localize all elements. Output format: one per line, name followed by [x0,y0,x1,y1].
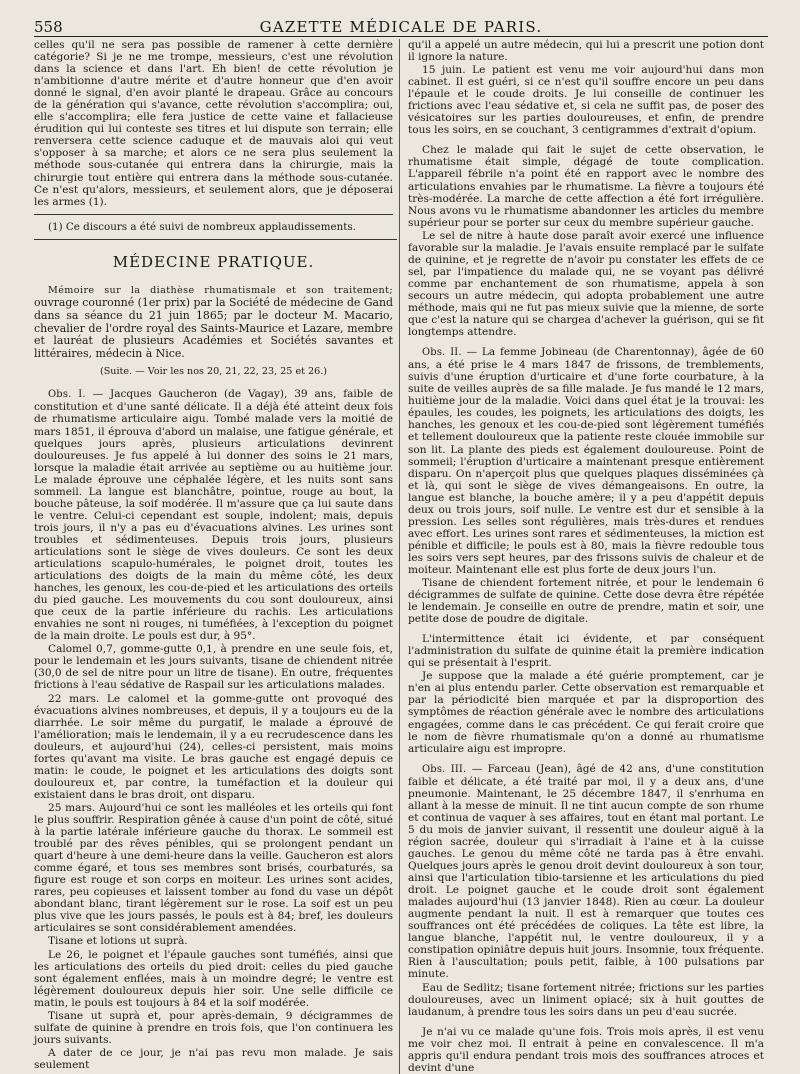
right-column [399,39,764,1074]
intro-paragraph: celles qu'il ne sera pas possible de ramener à cette dernière catégorie? Si je ne me trompe, messieurs, c'est une révolution dans la science et dans l'art. Eh bien! de cette révolution je n'ambitionne d'autre mérite et d'autre honneur que d'en avoir donné le signal, d'en avoir planté le drapeau. Grâce au concours de la génération qui s'avance, cette révolution s'accomplira; oui, elle s'accomplira; elle fera justice de cette vaine et fallacieuse érudition qui lui conteste ses titres et lui dispute son terrain; elle renversera cette science caduque et de mauvais aloi qui veut s'opposer à sa marche; et alors ce ne sera plus seulement la méthode sous-cutanée qui entrera dans la chirurgie, mais la chirurgie tout entière qui entrera dans la méthode sous-cutanée. Ce n'est qu'alors, messieurs, et seulement alors, que je déposerai les armes (1). [34,39,393,208]
paragraph-chez-le-malade: Chez le malade qui fait le sujet de cette observation, le rhumatisme était simple, dégagé de toute complication. L'appareil fébrile n'a point été en rapport avec le nombre des articulations envahies par le rhumatisme. La fièvre a toujours été très-modérée. La marche de cette affection a été fort irrégulière. Nous avons vu le rhumatisme abandonner les articles du membre supérieur pour se porter sur ceux du membre supérieur gauche. [408,144,764,229]
paragraph-sel-de-nitre: Le sel de nitre à haute dose paraît avoir exercé une influence favorable sur la maladie. Je l'avais ensuite remplacé par le sulfate de quinine, et je regrette de n'avoir pu constater les effets de ce sel, par l'impatience du malade qui, ne se voyant pas délivré comme par enchantement de son rhumatisme, appela à son secours un autre médecin, qui adopta probablement une autre méthode, mais qui ne fut pas mieux suivie que la mienne, de sorte que c'est la nature qui se chargea d'achever la guérison, qui se fit longtemps attendre. [408,229,764,339]
memoire-heading [34,284,393,361]
journal-title: GAZETTE MÉDICALE DE PARIS. [259,18,543,36]
paragraph-tisane-3: Tisane de chiendent fortement nitrée, et pour le lendemain 6 décigrammes de sulfate de quinine. Cette dose devra être répétée le lendemain. Je conseille en outre de prendre, matin et soir, une petite dose de poudre de digitale. [408,577,764,626]
observation-3-text: — Farceau (Jean), âgé de 42 ans, d'une constitution faible et délicate, a été traité par moi, il y a deux ans, d'une pneumonie. Maintenant, le 25 décembre 1847, il s'enrhuma en allant à la messe de minuit. Il ne tint aucun compte de son rhume et continua de vaquer à ses affaires, tout en étant mal portant. Le 5 du mois de janvier suivant, il ressentit une douleur aiguë à la région sacrée, douleur qui s'irradiait à l'aine et à la cuisse gauches. Le genou du même côté ne tarda pas à être envahi. Quelques jours après le genou droit devint douloureux à son tour, ainsi que l'articulation tibio-tarsienne et les articulations du pied droit. Le poignet gauche et le coude droit sont également malades aujourd'hui (13 janvier 1848). Rien au cœur. La douleur augmente pendant la nuit. Il est à remarquer que toutes ces souffrances ont été précédées de coliques. La tête est libre, la langue blanche, l'appétit nul, le ventre douloureux, il y a constipation opiniâtre depuis huit jours. Insomnie, toux fréquente. Rien à l'auscultation; pouls petit, faible, à 100 pulsations par minute. [408,762,764,981]
observation-2 [408,346,764,576]
observation-1-label: Obs. I. [48,389,86,401]
paragraph-calomel: Calomel 0,7, gomme-gutte 0,1, à prendre en une seule fois, et, pour le lendemain et les jours suivants, tisane de chiendent nitrée (30,0 de sel de nitre pour un litre de tisane). En outre, fréquentes frictions à l'eau sédative de Raspail sur les articulations malades. [34,643,393,692]
spacer [408,1018,764,1026]
spacer [408,338,764,346]
page-number: 558 [34,18,63,36]
observation-2-text: — La femme Jobineau (de Charentonnay), âgée de 60 ans, a été prise le 4 mars 1847 de frissons, de tremblements, suivis d'une éruption d'urticaire et d'une forte courbature, à la suite de veilles auprès de sa fille malade. Je fus mandé le 12 mars, huitième jour de la maladie. Voici dans quel état je la trouvai: les épaules, les coudes, les poignets, les articulations des doigts, les hanches, les genoux et les cou-de-pied sont légèrement tuméfiés et tellement douloureux que la patiente reste clouée immobile sur son lit. La plante des pieds est également douloureuse. Point de sommeil; l'éruption d'urticaire a maintenant presque entièrement disparu. On n'aperçoit plus que quelques plaques disséminées çà et là, qui sont le siège de vives démangeaisons. En outre, la langue est blanche, la bouche amère; il y a peu d'appétit depuis deux ou trois jours, soif nulle. Le ventre est dur et sensible à la pression. Les selles sont régulières, mais très-dures et rendues avec effort. Les urines sont rares et sédimenteuses, la miction est pénible et difficile; le pouls est à 80, mais la fièvre redouble tous les soirs vers sept heures, par des frissons suivis de chaleur et de moiteur. Maintenant elle est plus forte de deux jours l'un. [408,346,765,576]
paragraph-continuation: qu'il a appelé un autre médecin, qui lui a prescrit une potion dont il ignore la nature. [408,39,764,64]
page-header [34,12,768,37]
paragraph-intermittence: L'intermittence était ici évidente, et par conséquent l'administration du sulfate de quinine était la première indication qui se présentait à l'esprit. [408,633,764,670]
left-column [34,39,399,1074]
suite-note: (Suite. — Voir les nos 20, 21, 22, 23, 25 et 26.) [99,366,328,378]
section-title: MÉDECINE PRATIQUE. [112,252,315,271]
observation-1-text: — Jacques Gaucheron (de Vagay), 39 ans, faible de constitution et d'une santé délicate. Il a déjà été atteint deux fois de rhumatisme articulaire aigu. Tombé malade vers la moitié de mars 1851, il éprouva d'abord un malaise, une fatigue générale, et quelques jours après, plusieurs articulations devinrent douloureuses. Je fus appelé à lui donner des soins le 21 mars, lorsque la maladie était arrivée au septième ou au huitième jour. Le malade éprouve une céphalée légère, et les nuits sont sans sommeil. La langue est blanchâtre, pointue, rouge au bout, la bouche pâteuse, la soif modérée. Il m'assure que ça lui saute dans le ventre. Celui-ci cependant est souple, indolent; mais, depuis trois jours, il n'y a pas eu d'évacuations alvines. Les urines sont troubles et sédimenteuses. Depuis trois jours, plusieurs articulations sont le siège de vives douleurs. Ce sont les deux articulations scapulo-humérales, le poignet droit, toutes les articulations des doigts de la main du même côté, les deux hanches, les genoux, les cou-de-pied et les articulations des orteils du pied gauche. Les mouvements du cou sont douloureux, ainsi que ceux de la partie inférieure du rachis. Les articulations envahies ne sont ni rouges, ni tuméfiées, à l'exception du poignet de la main droite. Le pouls est dur, à 95°. [34,388,394,643]
memoire-rest: ouvrage couronné (1er prix) par la Société de médecine de Gand dans sa séance du 21 juin 1865; par le docteur M. Macario, chevalier de l'ordre royal des Saints-Maurice et Lazare, membre et lauréat de plusieurs Académies et Sociétés savantes et littéraires, médecin à Nice. [34,296,393,360]
footnote-divider [34,214,393,215]
spacer [408,755,764,763]
paragraph-22-mars: 22 mars. Le calomel et la gomme-gutte ont provoqué des évacuations alvines nombreuses, et depuis, il y a toujours eu de la diarrhée. Le soir même du purgatif, le malade a éprouvé de l'amélioration; mais le lendemain, il y a eu recrudescence dans les douleurs, et aujourd'hui (24), celles-ci persistent, mais moins fortes qu'avant ma visite. Le bras gauche est engagé depuis ce matin: le coude, le poignet et les articulations des doigts sont douloureux et, par contre, la tuméfaction et la douleur qui existaient dans le bras droit, ont disparu. [34,692,393,801]
paragraph-tisane-1: Tisane et lotions ut suprà. [48,935,188,948]
paragraph-15-juin: 15 juin. Le patient est venu me voir aujourd'hui dans mon cabinet. Il est guéri, si ce n'est qu'il souffre encore un peu dans l'épaule et le coude droits. Je lui conseille de continuer les frictions avec l'eau sédative et, si cela ne suffit pas, de poser des vésicatoires sur les parties douloureuses, et enfin, de prendre tous les soirs, en se couchant, 3 centigrammes d'extrait d'opium. [408,64,764,137]
section-divider [34,239,397,240]
footnote: (1) Ce discours a été suivi de nombreux applaudissements. [48,220,356,233]
two-column-body [34,39,768,1074]
paragraph-tisane-2: Tisane ut suprà et, pour après-demain, 9 décigrammes de sulfate de quinine à prendre en trois fois, que l'on continuera les jours suivants. [34,1009,393,1046]
paragraph-je-suppose: Je suppose que la malade a été guérie promptement, car je n'en ai plus entendu parler. Cette observation est remarquable et par la périodicité bien marquée et par la disproportion des symptômes de réaction générale avec le nombre des articulations engagées, comme dans le cas précédent. Ce qui ferait croire que le nom de fièvre rhumatismale qu'on a donné au rhumatisme articulaire aigu est impropre. [408,670,764,755]
paragraph-le-26: Le 26, le poignet et l'épaule gauches sont tuméfiés, ainsi que les articulations des orteils du pied droit: celles du pied gauche sont également enflées, mais à un moindre degré; le ventre est légèrement douloureux depuis hier soir. Une selle difficile ce matin, le pouls est toujours à 84 et la soif modérée. [34,948,393,1009]
memoire-caps: Mémoire sur la diathèse rhumatismale et son traitement; [48,284,393,296]
paragraph-25-mars: 25 mars. Aujourd'hui ce sont les malléoles et les orteils qui font le plus souffrir. Respiration gênée à cause d'un point de côté, situé à la partie latérale inférieure gauche du thorax. Le sommeil est troublé par des rêves pénibles, qui se prolongent pendant un quart d'heure à une demi-heure dans la veille. Gaucheron est alors comme égaré, et tous ses membres sont brisés, courbaturés, sa figure est rouge et son corps en moiteur. Les urines sont acides, rares, peu copieuses et laissent tomber au fond du vase un dépôt abondant blanc, tirant légèrement sur le rose. La soif est un peu plus vive que les jours passés, le pouls est à 84; bref, les douleurs articulaires se sont considérablement amendées. [34,801,393,935]
paragraph-sedlitz: Eau de Sedlitz; tisane fortement nitrée; frictions sur les parties douloureuses, avec un liniment opiacé; six à huit gouttes de laudanum, à prendre tous les soirs dans un peu d'eau sucrée. [408,981,764,1018]
paragraph-a-dater: A dater de ce jour, je n'ai pas revu mon malade. Je sais seulement [34,1046,393,1071]
observation-2-label: Obs. II. [422,347,462,359]
observation-1 [34,388,393,642]
paragraph-je-n-ai-vu: Je n'ai vu ce malade qu'une fois. Trois mois après, il est venu me voir chez moi. Il entrait à peine en convalescence. Il m'a appris qu'il endura pendant trois mois des souffrances atroces et devint d'une [408,1025,764,1074]
observation-3 [408,763,764,981]
spacer [408,136,764,144]
observation-3-label: Obs. III. [422,763,467,775]
spacer [408,625,764,633]
